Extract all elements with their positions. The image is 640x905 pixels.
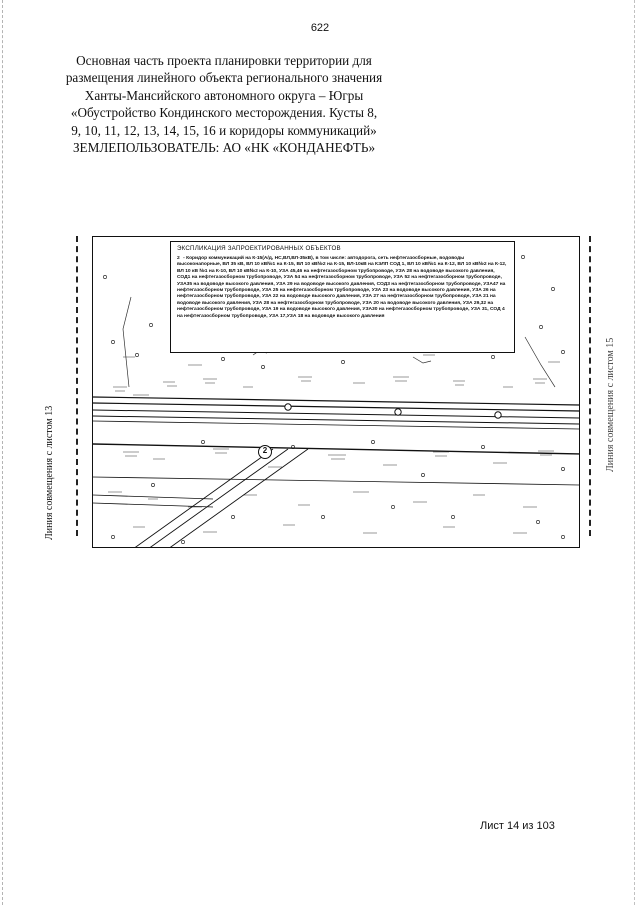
title-line: Ханты-Мансийского автономного округа – Югры <box>84 87 364 103</box>
title-line: 9, 10, 11, 12, 13, 14, 15, 16 и коридоры коммуникаций» <box>71 122 377 138</box>
title-line: размещения линейного объекта регионального значения <box>65 70 383 86</box>
callout-number: 2 <box>262 446 268 455</box>
alignment-line-left <box>76 236 78 536</box>
terrain-hatching <box>108 355 560 533</box>
title-line: «Обустройство Кондинского месторождения. Кусты 8, <box>70 105 378 121</box>
sheet-label: Лист 14 из 103 <box>480 820 555 832</box>
left-scan-edge <box>2 0 5 905</box>
document-title <box>64 52 384 156</box>
right-scan-edge <box>634 0 637 905</box>
legend-entry-number: 2 <box>177 256 180 261</box>
legend-entry <box>177 256 508 320</box>
legend-title: ЭКСПЛИКАЦИЯ ЗАПРОЕКТИРОВАННЫХ ОБЪЕКТОВ <box>177 245 341 252</box>
legend-entry-text: - Коридор коммуникаций на К-15(А/д, НС,ВЛ,ВЛ-35кВ), в том числе: автодорога, сеть нефтегазосборные, водоводы высоконапорные, ВЛ 35 кВ, ВЛ 10 кВ№1 на К-15, ВЛ 10 кВ№2 на К-15, ВЛ-10кВ на КЭЛП СОД 1, ВЛ 10 кВ№1 на К-12, ВЛ 10 кВ№2 на К-12, ВЛ 10 кВ №1 на К-10, ВЛ 10 кВ№2 на К-10, УЗА 45,46 на нефтегазосборном трубопроводе, УЗА 28 на водоводе высокого давления, СОД1 на нефтегазосборном трубопроводе, УЗА 54 на нефтегазосборном трубопроводе, УЗА 52 на нефтегазосборном трубопроводе, УЗА35 на водоводе высокого давления, УЗА 29 на водоводе высокого давления, СОД3 на нефтегазосборном трубопроводе, УЗА47 на нефтегазосборном трубопроводе, УЗА 25 на нефтегазосборном трубопроводе, УЗА 23 на водоводе высокого давления, УЗА 26 на нефтегазосборном трубопроводе, УЗА 22 на водоводе высокого давления, УЗА 27 на нефтегазосборном трубопроводе, УЗА 21 на водоводе высокого давления, УЗА 28 на нефтегазосборном трубопроводе, УЗА 20 на водоводе высокого давления, УЗА 29,32 на нефтегазосборном трубопроводе, УЗА 19 на водоводе высокого давления, УЗА30 на нефтегазосборном трубопроводе, УЗА 31, СОД 4 на нефтегазосборном трубопроводе, УЗА 17,УЗА 18 на водоводе высокого давления <box>177 256 507 319</box>
title-line: Основная часть проекта планировки территории для <box>76 53 372 68</box>
page-number: 622 <box>310 22 330 34</box>
side-label-right: Линия совмещения с листом 15 <box>605 337 616 472</box>
alignment-line-right <box>589 236 591 536</box>
plan-map <box>92 236 580 548</box>
title-line: ЗЕМЛЕПОЛЬЗОВАТЕЛЬ: АО «НК «КОНДАНЕФТЬ» <box>72 140 376 156</box>
side-label-left: Линия совмещения с листом 13 <box>44 405 55 540</box>
crossing-lines <box>133 449 308 548</box>
corridor-lines <box>93 397 580 507</box>
explication-legend <box>170 241 515 353</box>
